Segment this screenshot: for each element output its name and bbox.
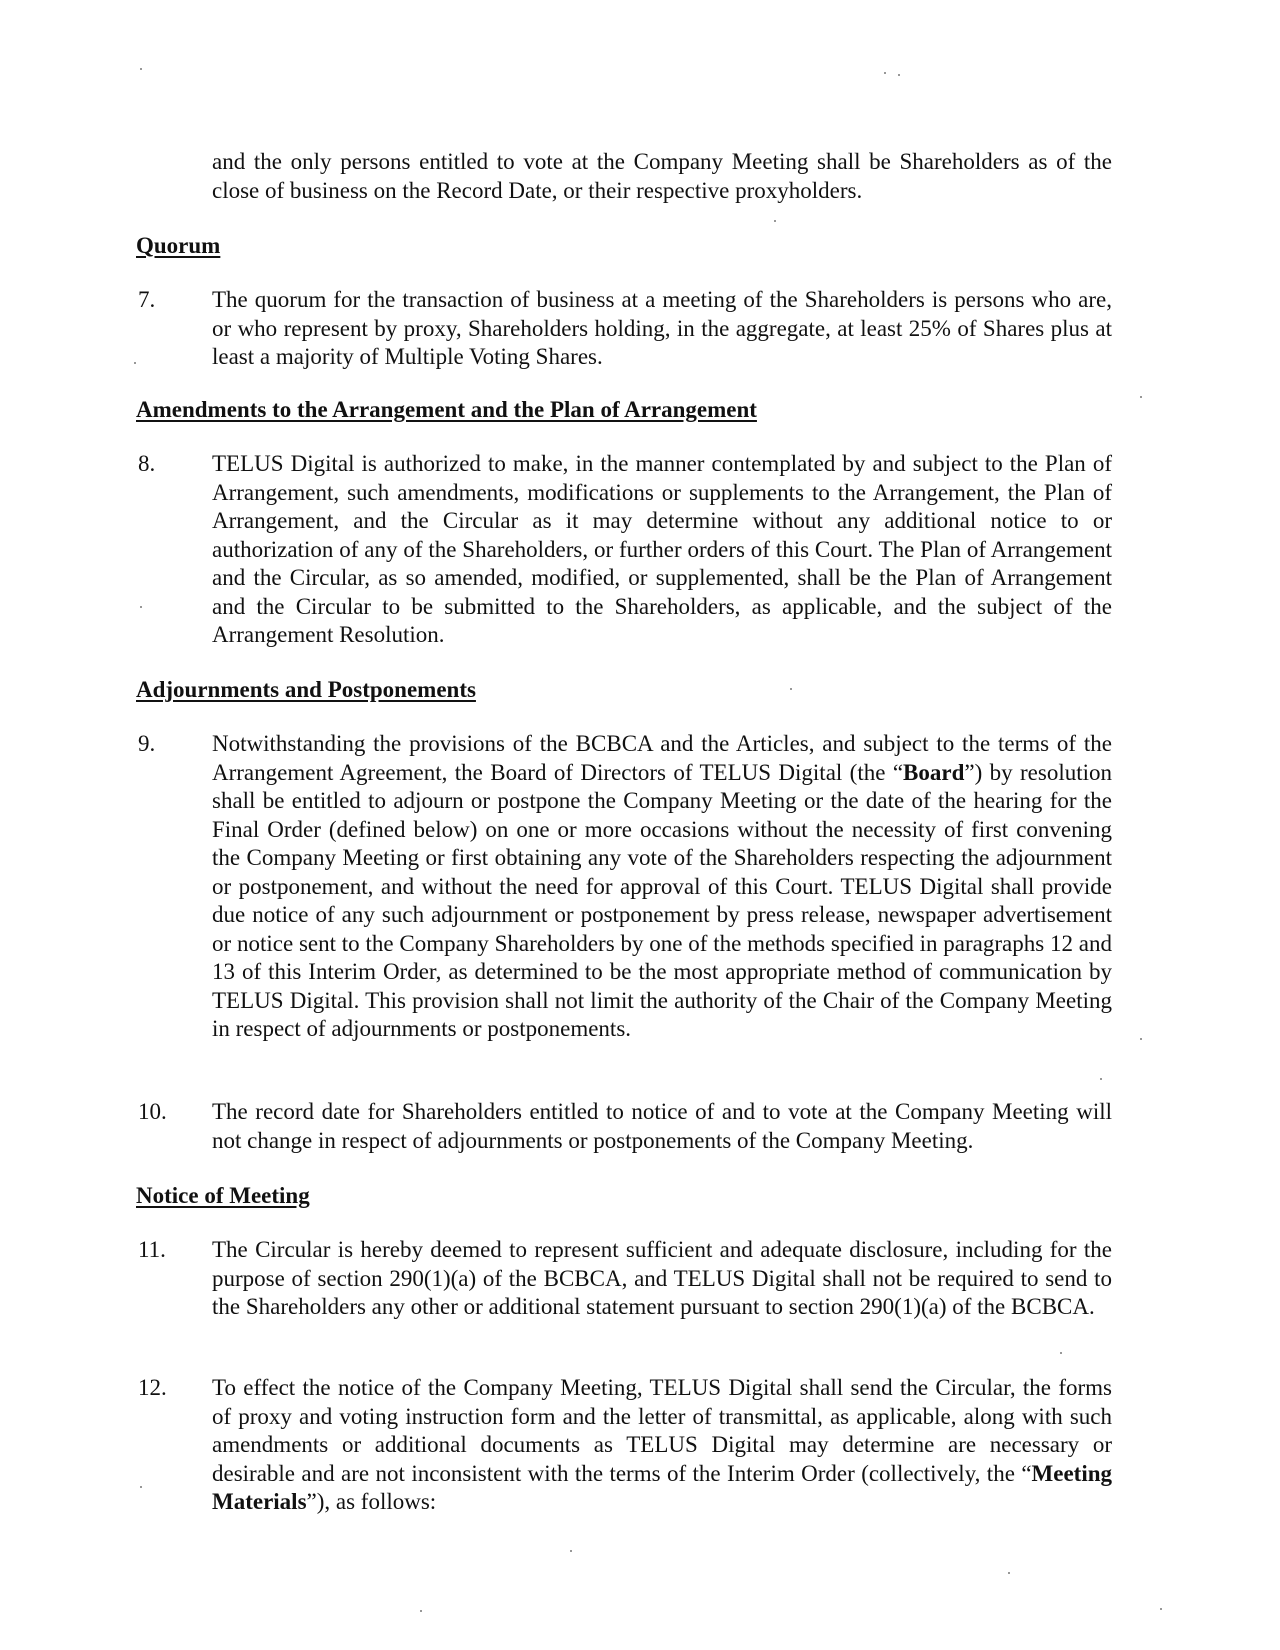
scan-speck [420,1610,422,1612]
scan-speck [1008,1572,1010,1574]
scan-speck [790,688,792,690]
scan-speck [1140,396,1142,398]
defined-term-board: Board [903,759,965,785]
scan-speck [1060,1352,1062,1354]
paragraph-9-text-b: ”) by resolution shall be entitled to adjourn or postpone the Company Meeting or the date of the hearing for the Final Order (defined below) on one or more occasions without the necessity of first convening the Company Meeting or first obtaining any vote of the Shareholders respecting the adjournment or postponement, and without the need for approval of this Court. TELUS Digital shall provide due notice of any such adjournment or postponement by press release, newspaper advertisement or notice sent to the Company Shareholders by one of the methods specified in paragraphs 12 and 13 of this Interim Order, as determined to be the most appropriate method of communication by TELUS Digital. This provision shall not limit the authority of the Chair of the Company Meeting in respect of adjournments or postponements. [212,759,1113,1041]
paragraph-11: The Circular is hereby deemed to represent sufficient and adequate disclosure, including for the purpose of section 290(1)(a) of the BCBCA, and TELUS Digital shall not be required to send to the Shareholders any other or additional statement pursuant to section 290(1)(a) of the BCBCA. [212,1237,1112,1319]
paragraph-number: 7. [138,287,156,312]
scan-speck [134,362,136,364]
paragraph-12-text-b: ”), as follows: [306,1489,437,1514]
scan-speck [1160,1608,1162,1610]
paragraph-12 [212,1374,1112,1517]
scan-speck [774,220,776,222]
scan-speck [140,1486,142,1488]
scan-speck [1100,1078,1102,1080]
section-heading-quorum: Quorum [136,233,221,258]
scan-speck [884,72,886,74]
scan-speck [898,74,900,76]
section-heading-amendments: Amendments to the Arrangement and the Plan of Arrangement [136,397,757,422]
intro-paragraph: and the only persons entitled to vote at the Company Meeting shall be Shareholders as of the close of business on the Record Date, or their respective proxyholders. [212,149,1112,203]
paragraph-7: The quorum for the transaction of business at a meeting of the Shareholders is persons who are, or who represent by proxy, Shareholders holding, in the aggregate, at least 25% of Shares plus at least a majority of Multiple Voting Shares. [212,287,1112,369]
paragraph-9-text-a: Notwithstanding the provisions of the BCBCA and the Articles, and subject to the terms of the Arrangement Agreement, the Board of Directors of TELUS Digital (the “ [212,731,1112,785]
defined-term-meeting-materials: Meeting Materials [212,1460,1112,1514]
section-heading-notice: Notice of Meeting [136,1183,310,1208]
paragraph-10: The record date for Shareholders entitled to notice of and to vote at the Company Meeting will not change in respect of adjournments or postponements of the Company Meeting. [212,1099,1112,1153]
paragraph-number: 10. [138,1099,167,1124]
paragraph-9 [212,730,1112,1044]
paragraph-12-text-a: To effect the notice of the Company Meeting, TELUS Digital shall send the Circular, the forms of proxy and voting instruction form and the letter of transmittal, as applicable, along with such amendments or additional documents as TELUS Digital may determine are necessary or desirable and are not inconsistent with the terms of the Interim Order (collectively, the “ [212,1375,1112,1486]
scan-speck [1140,1038,1142,1040]
scan-speck [570,1550,572,1552]
scan-speck [140,606,142,608]
paragraph-number: 12. [138,1375,167,1400]
section-heading-adjournments: Adjournments and Postponements [136,677,476,702]
paragraph-number: 8. [138,451,156,476]
scan-speck [140,68,142,70]
paragraph-number: 9. [138,731,156,756]
paragraph-8: TELUS Digital is authorized to make, in the manner contemplated by and subject to the Plan of Arrangement, such amendments, modifications or supplements to the Arrangement, the Plan of Arrangement, and the Circular as it may determine without any additional notice to or authorization of any of the Shareholders, or further orders of this Court. The Plan of Arrangement and the Circular, as so amended, modified, or supplemented, shall be the Plan of Arrangement and the Circular to be submitted to the Shareholders, as applicable, and the subject of the Arrangement Resolution. [212,451,1112,647]
paragraph-number: 11. [138,1237,166,1262]
